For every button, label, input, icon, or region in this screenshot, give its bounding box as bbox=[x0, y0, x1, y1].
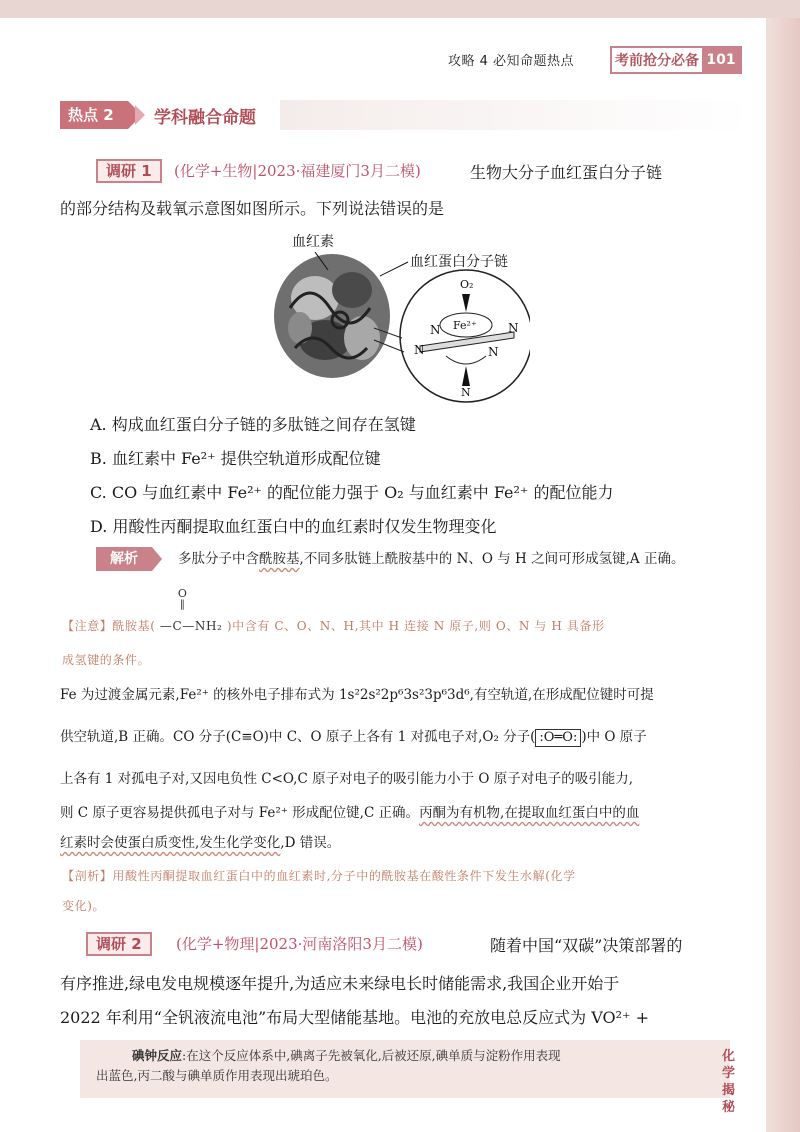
analysis-line-3 bbox=[60, 722, 760, 752]
option-d bbox=[90, 514, 496, 537]
option-c bbox=[90, 480, 613, 503]
analysis-line-1c: ,不同多肽链上酰胺基中的 N、O 与 H 之间可形成氢键,A 正确。 bbox=[299, 551, 685, 567]
footer-side-label: 化学揭秘 bbox=[722, 1049, 736, 1115]
label-chain-pointer bbox=[380, 262, 408, 276]
n-label-3: N bbox=[414, 343, 425, 357]
footer-line-2: 出蓝色,丙二酸与碘单质作用表现出琥珀色。 bbox=[96, 1068, 338, 1083]
right-border-strip bbox=[766, 18, 800, 1132]
n-label-4: N bbox=[488, 345, 499, 359]
amide-term: 酰胺基 bbox=[259, 551, 300, 567]
analysis-line-1a: 多肽分子中含 bbox=[178, 551, 259, 567]
analysis-line-6a: 红素时会使蛋白质变性,发生化学变化 bbox=[60, 835, 281, 851]
question-1-stem-1: 生物大分子血红蛋白分子链 bbox=[470, 163, 663, 182]
analysis-line-3b: )中 O 原子 bbox=[581, 729, 647, 745]
question-1-source: (化学+生物|2023·福建厦门3月二模) bbox=[174, 162, 421, 180]
question-1-stem-2: 的部分结构及载氧示意图如图所示。下列说法错误的是 bbox=[60, 199, 445, 218]
note-amide-c: 成氢键的条件。 bbox=[62, 653, 151, 667]
hemoglobin-blob-icon bbox=[274, 254, 390, 378]
option-a-key: A. bbox=[90, 415, 107, 434]
note-amide-b: )中含有 C、O、N、H,其中 H 连接 N 原子,则 O、N 与 H 具备形 bbox=[226, 619, 605, 633]
analysis-line-6b: ,D 错误。 bbox=[280, 835, 341, 851]
option-c-text: CO 与血红素中 Fe²⁺ 的配位能力强于 O₂ 与血红素中 Fe²⁺ 的配位能力 bbox=[111, 483, 614, 502]
hemoglobin-figure bbox=[270, 228, 530, 408]
option-a-text: 构成血红蛋白分子链的多肽链之间存在氢键 bbox=[111, 415, 416, 434]
analysis-line-5b: 丙酮为有机物,在提取血红蛋白中的血 bbox=[419, 805, 640, 821]
analysis-line-3a: 供空轨道,B 正确。CO 分子(C≡O)中 C、O 原子上各有 1 对孤电子对,O₂ 分子( bbox=[60, 729, 536, 745]
analysis-arrow-icon bbox=[152, 547, 162, 571]
analysis-line-1 bbox=[178, 544, 748, 574]
hotspot-band bbox=[280, 100, 750, 130]
amide-formula-text: —C—NH₂ bbox=[159, 619, 223, 633]
header-label-box bbox=[610, 46, 742, 74]
amide-formula-o: O bbox=[177, 587, 188, 600]
hotspot-badge: 热点 2 bbox=[60, 101, 128, 129]
question-2-source: (化学+物理|2023·河南洛阳3月二模) bbox=[176, 935, 423, 953]
analysis-line-6 bbox=[60, 828, 760, 858]
analysis-tag: 解析 bbox=[96, 547, 152, 571]
question-2-tag: 调研 2 bbox=[86, 932, 152, 956]
footer-title: 碘钟反应 bbox=[132, 1048, 183, 1063]
option-b-key: B. bbox=[90, 449, 107, 468]
option-d-key: D. bbox=[90, 517, 108, 536]
question-2-stem-3: 2022 年利用“全钒液流电池”布局大型储能基地。电池的充放电总反应式为 VO²⁺ + bbox=[60, 1008, 649, 1027]
note-amide bbox=[62, 587, 752, 640]
n-label-2: N bbox=[508, 321, 519, 335]
option-d-text: 用酸性丙酮提取血红蛋白中的血红素时仅发生物理变化 bbox=[112, 517, 497, 536]
note-analysis-b: 变化)。 bbox=[62, 899, 106, 913]
n-label-1: N bbox=[430, 323, 441, 337]
analysis-line-5a: 则 C 原子更容易提供孤电子对与 Fe²⁺ 形成配位键,C 正确。 bbox=[60, 805, 420, 821]
footer-text bbox=[96, 1046, 696, 1086]
question-2-stem-1: 随着中国“双碳”决策部署的 bbox=[490, 936, 683, 955]
amide-formula bbox=[159, 587, 223, 640]
note-amide-a: 【注意】酰胺基( bbox=[62, 619, 156, 633]
footer-line-1 bbox=[96, 1046, 696, 1066]
footer-text-1: :在这个反应体系中,碘离子先被氧化,后被还原,碘单质与淀粉作用表现 bbox=[182, 1048, 561, 1063]
section-header: 攻略 4 必知命题热点 bbox=[448, 54, 575, 69]
question-2-stem-2: 有序推进,绿电发电规模逐年提升,为适应未来绿电长时储能需求,我国企业开始于 bbox=[60, 974, 620, 993]
header-label: 考前抢分必备 bbox=[615, 53, 699, 69]
option-c-key: C. bbox=[90, 483, 107, 502]
o2-lewis-structure: :O═O: bbox=[535, 729, 581, 747]
hotspot-title: 学科融合命题 bbox=[154, 108, 256, 128]
analysis-line-4: 上各有 1 对孤电子对,又因电负性 C<O,C 原子对电子的吸引能力小于 O 原子对电子的吸引能力, bbox=[60, 771, 634, 787]
analysis-line-2: Fe 为过渡金属元素,Fe²⁺ 的核外电子排布式为 1s²2s²2p⁶3s²3p⁶3d⁶,有空轨道,在形成配位键时可提 bbox=[60, 687, 654, 703]
question-1-tag: 调研 1 bbox=[96, 159, 162, 183]
analysis-line-5 bbox=[60, 798, 760, 828]
label-chain: 血红蛋白分子链 bbox=[410, 254, 508, 270]
amide-double-bond: ‖ bbox=[179, 599, 186, 610]
note-analysis-a: 【剖析】用酸性丙酮提取血红蛋白中的血红素时,分子中的酰胺基在酸性条件下发生水解(化学 bbox=[62, 869, 576, 883]
fe-label: Fe²⁺ bbox=[453, 319, 477, 332]
n-label-bottom: N bbox=[461, 386, 471, 399]
option-b-text: 血红素中 Fe²⁺ 提供空轨道形成配位键 bbox=[111, 449, 381, 468]
option-a bbox=[90, 412, 416, 435]
option-b bbox=[90, 446, 381, 469]
page-number: 101 bbox=[702, 48, 740, 72]
top-border-strip bbox=[0, 0, 800, 18]
hotspot-arrow-inner-icon bbox=[135, 105, 145, 125]
o2-label: O₂ bbox=[460, 278, 474, 291]
label-heme: 血红素 bbox=[292, 234, 334, 250]
